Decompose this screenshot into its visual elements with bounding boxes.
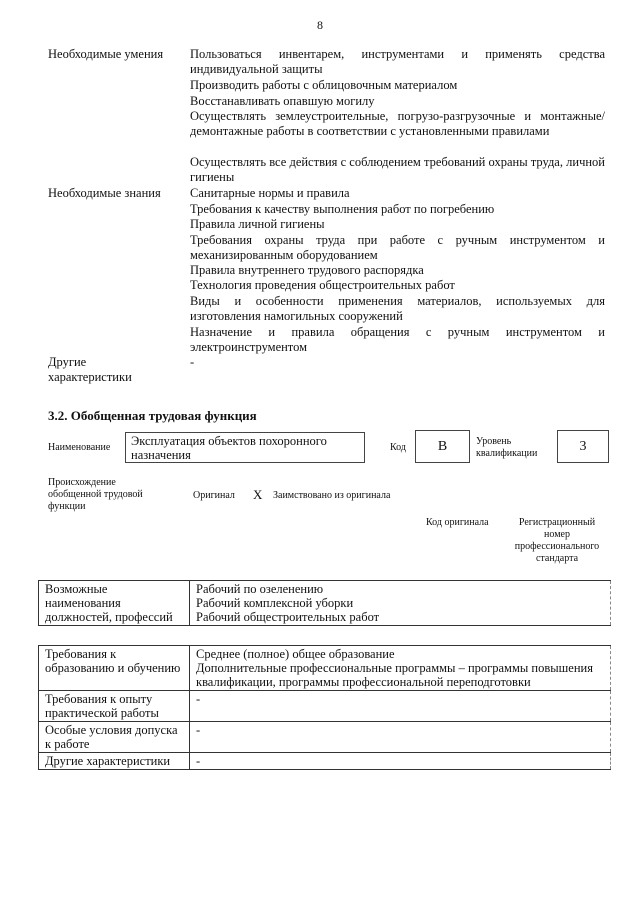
requirement-line: Среднее (полное) общее образование — [196, 647, 395, 661]
table-row — [39, 722, 611, 753]
knowledge-label: Необходимые знания — [48, 186, 161, 200]
positions-label-line: должностей, профессий — [45, 610, 173, 624]
position-name: Рабочий по озеленению — [196, 582, 324, 596]
knowledge-item: Санитарные нормы и правила — [190, 186, 350, 200]
table-row — [39, 691, 611, 722]
other-value: - — [190, 355, 195, 369]
table-cell-label — [39, 581, 190, 626]
other-label-line: Другие — [48, 355, 87, 369]
reg-number-line: профессионального — [514, 541, 600, 552]
reg-number-line: стандарта — [535, 553, 579, 564]
table-row — [39, 646, 611, 691]
knowledge-item: Требования охраны труда при работе с ручным инструментом и механизированным оборудованием — [190, 233, 605, 262]
table-row — [39, 581, 611, 626]
position-name: Рабочий общестроительных работ — [196, 610, 380, 624]
requirements-table — [38, 645, 611, 770]
skill-item: Восстанавливать опавшую могилу — [190, 94, 375, 108]
table-cell-value — [190, 581, 611, 626]
reg-number-line: номер — [544, 529, 570, 540]
table-cell-value — [190, 646, 611, 691]
positions-label-line: наименования — [45, 596, 121, 610]
position-name: Рабочий комплексной уборки — [196, 596, 354, 610]
section-title: 3.2. Обобщенная трудовая функция — [48, 408, 257, 423]
code-original-label: Код оригинала — [426, 517, 489, 528]
original-label: Оригинал — [193, 490, 235, 501]
other-label-line: характеристики — [48, 370, 132, 384]
function-name-line: назначения — [131, 448, 191, 462]
positions-label-line: Возможные — [45, 582, 108, 596]
skill-item: Осуществлять все действия с соблюдением требований охраны труда, личной гигиены — [190, 155, 605, 184]
knowledge-item: Технология проведения общестроительных работ — [190, 278, 455, 292]
skill-item: Пользоваться инвентарем, инструментами и применять средства индивидуальной защиты — [190, 47, 605, 76]
table-cell-value: - — [190, 722, 611, 753]
table-cell-label: Особые условия допуска к работе — [39, 722, 190, 753]
table-cell-value: - — [190, 753, 611, 770]
knowledge-item: Назначение и правила обращения с ручным инструментом и электроинструментом — [190, 325, 605, 354]
skills-label: Необходимые умения — [48, 47, 164, 61]
level-value-box: 3 — [557, 430, 609, 463]
origin-label-line: Происхождение — [48, 477, 116, 488]
table-row — [39, 753, 611, 770]
name-label: Наименование — [48, 442, 111, 453]
other-label — [48, 355, 183, 385]
function-name-box — [125, 432, 365, 463]
origin-label-line: функции — [48, 501, 86, 512]
page-number: 8 — [317, 18, 323, 32]
knowledge-item: Правила личной гигиены — [190, 217, 325, 231]
table-cell-label: Требования к образованию и обучению — [39, 646, 190, 691]
level-label — [476, 436, 537, 460]
skill-item: Производить работы с облицовочным материалом — [190, 78, 458, 92]
reg-number-label — [505, 517, 609, 565]
knowledge-item: Требования к качеству выполнения работ по погребению — [190, 202, 495, 216]
skill-item: Осуществлять землеустроительные, погрузо-разгрузочные и монтажные/демонтажные работы в соответствии с установленными правилами — [190, 109, 605, 138]
code-label: Код — [390, 442, 406, 453]
table-cell-label: Другие характеристики — [39, 753, 190, 770]
knowledge-item: Виды и особенности применения материалов, используемых для изготовления намогильных сооружений — [190, 294, 605, 323]
level-label-line: Уровень — [476, 436, 512, 447]
requirement-line: Дополнительные профессиональные программы – программы повышения квалификации, программы профессиональной переподготовки — [196, 661, 593, 689]
code-value-box: B — [415, 430, 470, 463]
origin-label-line: обобщенной трудовой — [48, 489, 143, 500]
original-mark: X — [253, 487, 263, 502]
borrowed-label: Заимствовано из оригинала — [273, 490, 391, 501]
positions-table — [38, 580, 611, 626]
level-label-line: квалификации — [476, 448, 538, 459]
table-cell-value: - — [190, 691, 611, 722]
function-name-line: Эксплуатация объектов похоронного — [131, 434, 327, 448]
knowledge-item: Правила внутреннего трудового распорядка — [190, 263, 424, 277]
origin-label — [48, 477, 188, 513]
table-cell-label: Требования к опыту практической работы — [39, 691, 190, 722]
reg-number-line: Регистрационный — [518, 517, 596, 528]
